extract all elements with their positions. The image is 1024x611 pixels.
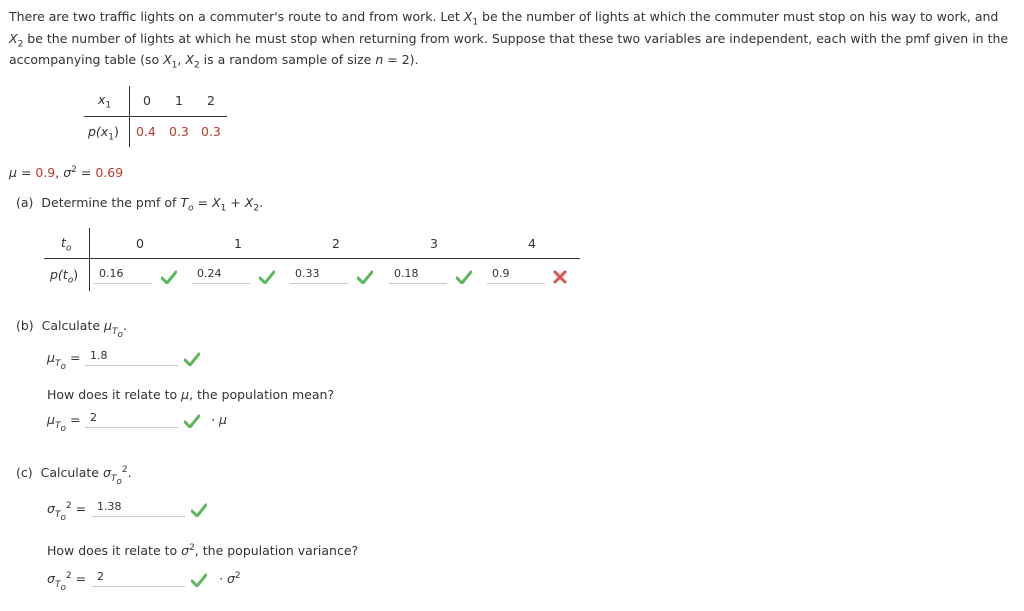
pmf-x-value: 1 — [175, 93, 183, 108]
var-x: X — [185, 52, 194, 67]
mean-answer-input[interactable]: 1.8 — [85, 347, 178, 366]
mu-to-label: $\mu_{T_o}$ = — [47, 412, 81, 434]
variance-multiplier-input[interactable]: 2 — [92, 568, 185, 587]
mu-relation-suffix: · μ — [211, 412, 227, 427]
var-sub: 2 — [17, 39, 24, 49]
to-value: 2 — [332, 236, 340, 251]
var-x: X — [163, 52, 172, 67]
pto-header: $p(t_o)$ — [50, 267, 79, 286]
correct-check-icon — [191, 573, 207, 587]
problem-text: = 2). — [383, 52, 419, 67]
to-header: $t_o$ — [61, 235, 72, 254]
problem-text: accompanying table (so — [9, 52, 164, 67]
part-b-prompt: (b) Calculate $\mu_{T_o}$. — [16, 318, 127, 340]
pmf-input-t0[interactable]: 0.16 — [94, 265, 152, 284]
pmf-x-value: 2 — [207, 93, 215, 108]
problem-text: be the number of lights at which he must stop when returning from work. Suppose that these two variables are independent, each with the pmf given in the — [23, 30, 1009, 46]
mu-to-label: $\mu_{T_o}$ = — [47, 350, 81, 372]
part-label: (a) — [16, 195, 34, 210]
part-label: (c) — [16, 465, 33, 480]
correct-check-icon — [259, 270, 275, 284]
mu-symbol: μ — [9, 165, 17, 180]
pmf-x-value: 0 — [143, 93, 151, 108]
var-sub: 2 — [193, 60, 200, 71]
variance-answer-input[interactable]: 1.38 — [92, 498, 185, 517]
pmf-input-t1[interactable]: 0.24 — [192, 265, 250, 284]
pmf-divider-horizontal — [84, 116, 227, 117]
mean-multiplier-input[interactable]: 2 — [85, 409, 178, 428]
population-moments: μ = 0.9, $\sigma^2 = 0.69$ — [9, 164, 124, 180]
to-value: 0 — [136, 236, 144, 251]
incorrect-x-icon — [553, 270, 567, 284]
var-x: X — [9, 30, 18, 46]
pmf-p-value: 0.3 — [201, 124, 221, 139]
correct-check-icon — [191, 503, 207, 517]
var-sub: 1 — [171, 60, 178, 71]
to-value: 3 — [430, 236, 438, 251]
sigma-symbol: σ — [63, 165, 72, 180]
sigma-relation-suffix: · $\sigma^2$ — [219, 570, 241, 586]
sigma-to-label: $\sigma_{T_o}^2$ = — [47, 500, 87, 523]
variance-value: 0.69 — [95, 165, 124, 180]
sigma-to-label: $\sigma_{T_o}^2$ = — [47, 570, 87, 593]
correct-check-icon — [161, 270, 177, 284]
pmf-input-t3[interactable]: 0.18 — [389, 265, 447, 284]
pmf-input-t4[interactable]: 0.9 — [487, 265, 545, 284]
to-divider-horizontal — [44, 258, 580, 259]
pmf-p-header: $p(x_1)$ — [88, 124, 119, 143]
correct-check-icon — [357, 270, 373, 284]
part-label: (b) — [16, 318, 34, 333]
to-value: 1 — [234, 236, 242, 251]
problem-text: , — [177, 52, 186, 67]
pmf-p-value: 0.3 — [169, 124, 189, 139]
variance-relation-question: How does it relate to $\sigma^2$, the population variance? — [47, 542, 359, 558]
var-n: n — [375, 52, 384, 67]
var-sub: 1 — [472, 17, 479, 28]
var-x: X — [463, 9, 473, 24]
problem-statement — [9, 6, 1015, 71]
pmf-x-header: $x_1$ — [98, 92, 112, 111]
to-divider-vertical — [89, 228, 90, 291]
pmf-p-value: 0.4 — [136, 124, 156, 139]
part-a-prompt: (a) Determine the pmf of $T_o = X_1 + X_2$. — [16, 195, 264, 214]
problem-text: is a random sample of size — [199, 52, 376, 67]
problem-text: There are two traffic lights on a commuter's route to and from work. Let — [9, 9, 464, 24]
to-value: 4 — [528, 236, 536, 251]
part-c-prompt: (c) Calculate $\sigma_{T_o}^2$. — [16, 464, 132, 487]
correct-check-icon — [184, 414, 200, 428]
mean-relation-question: How does it relate to μ, the population mean? — [47, 387, 335, 402]
correct-check-icon — [456, 270, 472, 284]
correct-check-icon — [184, 352, 200, 366]
mu-value: 0.9 — [35, 165, 56, 180]
pmf-input-t2[interactable]: 0.33 — [290, 265, 348, 284]
problem-text: be the number of lights at which the commuter must stop on his way to work, and — [478, 9, 999, 24]
